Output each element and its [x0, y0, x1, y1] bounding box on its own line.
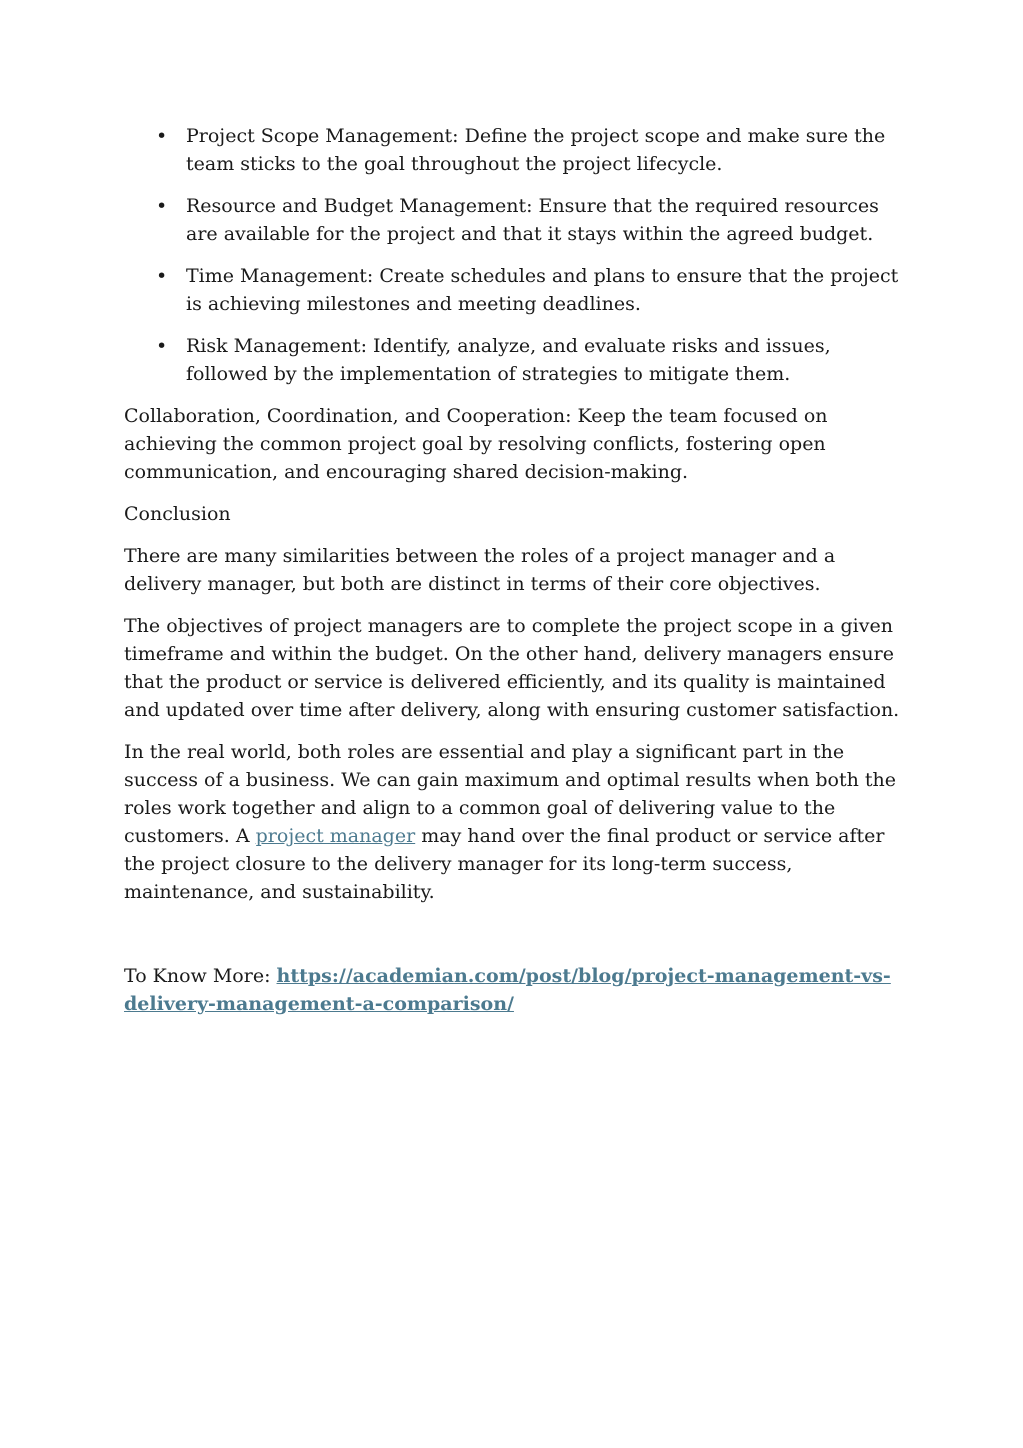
document-page [124, 122, 902, 1032]
know-more-label: To Know More: [124, 965, 277, 987]
list-item [124, 262, 902, 318]
bullet-glyph: • [156, 195, 168, 217]
list-item [124, 192, 902, 248]
bullet-glyph: • [156, 125, 168, 147]
responsibilities-list [124, 122, 902, 388]
conclusion-paragraph-3 [124, 738, 902, 906]
list-item-text: Time Management: Create schedules and plans to ensure that the project is achieving milestones and meeting deadlines. [186, 265, 899, 315]
conclusion-paragraph-2: The objectives of project managers are to complete the project scope in a given timeframe and within the budget. On the other hand, delivery managers ensure that the product or service is delivered efficiently, and its quality is maintained and updated over time after delivery, along with ensuring customer satisfaction. [124, 615, 900, 721]
list-item-text: Resource and Budget Management: Ensure that the required resources are available for the project and that it stays within the agreed budget. [186, 195, 879, 245]
conclusion-paragraph-1: There are many similarities between the roles of a project manager and a delivery manager, but both are distinct in terms of their core objectives. [124, 545, 836, 595]
source-url-link[interactable]: https://academian.com/post/blog/project-management-vs-delivery-management-a-comparison/ [124, 965, 891, 1015]
know-more-line [124, 962, 902, 1018]
conclusion-heading: Conclusion [124, 503, 231, 525]
collaboration-paragraph: Collaboration, Coordination, and Cooperation: Keep the team focused on achieving the common project goal by resolving conflicts, fostering open communication, and encouraging shared decision-making. [124, 405, 828, 483]
bullet-glyph: • [156, 265, 168, 287]
paragraph-text-before-link: In the real world, both roles are essential and play a significant part in the success of a business. We can gain maximum and optimal results when both the roles work together and align to a common goal of delivering value to the customers. A [124, 741, 897, 847]
list-item [124, 122, 902, 178]
list-item [124, 332, 902, 388]
list-item-text: Risk Management: Identify, analyze, and evaluate risks and issues, followed by the implementation of strategies to mitigate them. [186, 335, 831, 385]
list-item-text: Project Scope Management: Define the project scope and make sure the team sticks to the goal throughout the project lifecycle. [186, 125, 886, 175]
project-manager-link[interactable]: project manager [255, 825, 416, 847]
paragraph-text-after-link: may hand over the final product or service after the project closure to the delivery manager for its long-term success, maintenance, and sustainability. [124, 825, 885, 903]
vertical-spacer [124, 920, 902, 962]
bullet-glyph: • [156, 335, 168, 357]
